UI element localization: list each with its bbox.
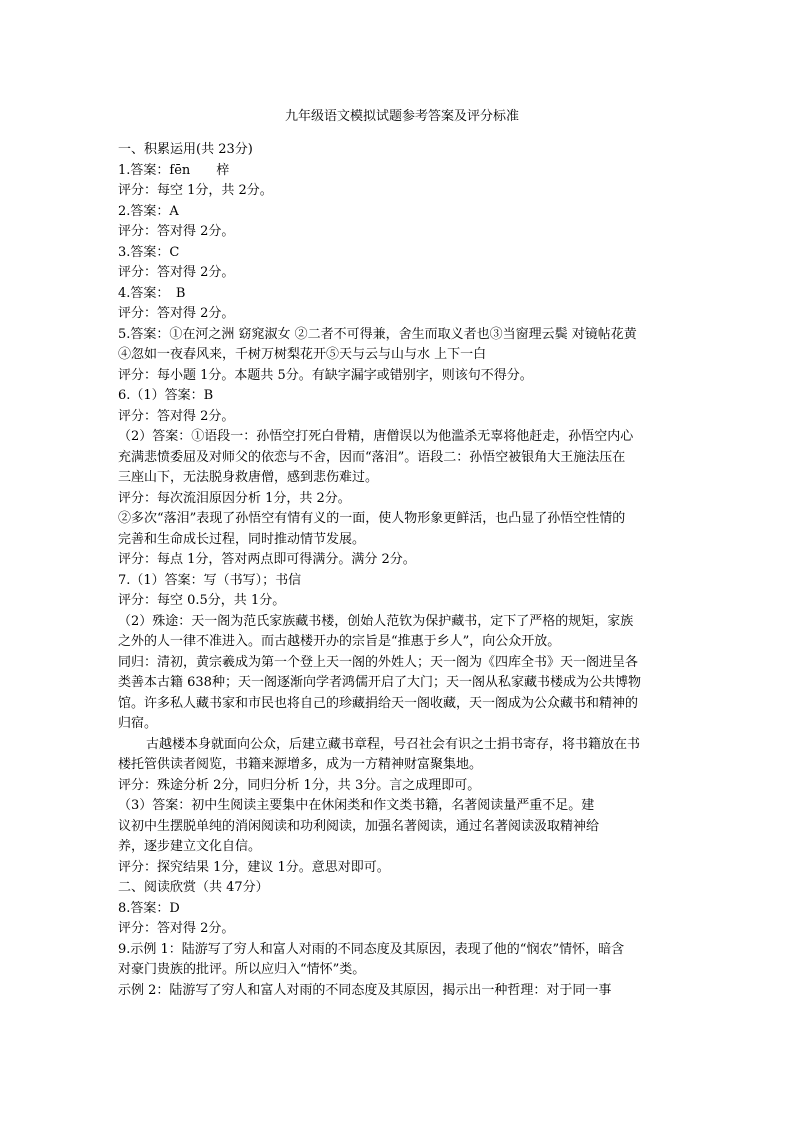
text-line: 馆。许多私人藏书家和市民也将自己的珍藏捐给天一阁收藏，天一阁成为公众藏书和精神的 [118, 695, 639, 711]
document-page [118, 106, 678, 1001]
text-line: 评分：答对得 2分。 [118, 265, 235, 280]
section-heading: 二、阅读欣赏（共 47分） [118, 880, 269, 895]
text-line: 同归：清初，黄宗羲成为第一个登上天一阁的外姓人；天一阁为《四库全书》天一阁进呈各 [118, 654, 639, 670]
text-line: 评分：答对得 2分。 [118, 921, 235, 936]
text-line: 养，逐步建立文化自信。 [118, 839, 262, 854]
text-line: ②多次“落泪”表现了孙悟空有情有义的一面，使人物形象更鲜活，也凸显了孙悟空性情的 [118, 511, 626, 526]
text-line: 评分：答对得 2分。 [118, 306, 235, 321]
text-line: 充满悲愤委屈及对师父的依恋与不舍，因而“落泪”。语段二：孙悟空被银角大王施法压在 [118, 449, 626, 465]
text-line: 8.答案：D [118, 900, 180, 916]
text-line: 评分：每空 1分，共 2分。 [118, 183, 273, 198]
section-heading: 一、积累运用(共 23分) [118, 142, 253, 157]
text-line: （2）殊途：天一阁为范氏家族藏书楼，创始人范钦为保护藏书，定下了严格的规矩，家族 [118, 613, 634, 629]
text-line: （3）答案：初中生阅读主要集中在休闲类和作文类书籍，名著阅读量严重不足。建 [118, 798, 595, 813]
text-line: 三座山下，无法脱身救唐僧，感到悲伤难过。 [118, 470, 379, 485]
text-line: 3.答案：C [118, 244, 180, 260]
text-line: 评分：每小题 1分。本题共 5分。有缺字漏字或错别字，则该句不得分。 [118, 367, 533, 383]
document-title: 九年级语文模拟试题参考答案及评分标准 [284, 109, 519, 124]
text-line: （2）答案：①语段一：孙悟空打死白骨精，唐僧误以为他滥杀无辜将他赶走，孙悟空内心 [118, 429, 634, 444]
text-line: 9.示例 1：陆游写了穷人和富人对雨的不同态度及其原因，表现了他的“悯农”情怀，暗含 [118, 941, 625, 957]
text-line: 对豪门贵族的批评。所以应归入“情怀”类。 [118, 962, 366, 977]
text-line: 4.答案： B [118, 285, 186, 301]
text-line: 评分：每次流泪原因分析 1分，共 2分。 [118, 490, 351, 506]
text-line: 楼托管供读者阅览，书籍来源增多，成为一方精神财富聚集地。 [118, 757, 483, 772]
text-line: 6.（1）答案：B [118, 388, 214, 403]
text-line: 2.答案：A [118, 203, 179, 219]
answer-body [118, 140, 678, 1001]
text-line: 评分：每点 1分，答对两点即可得满分。满分 2分。 [118, 552, 416, 567]
text-line: 完善和生命成长过程，同时推动情节发展。 [118, 531, 366, 547]
text-line: 示例 2：陆游写了穷人和富人对雨的不同态度及其原因，揭示出一种哲理：对于同一事 [118, 982, 612, 998]
text-line: 之外的人一律不准进入。而古越楼开办的宗旨是“推惠于乡人”，向公众开放。 [118, 634, 561, 649]
text-line: 评分：每空 0.5分，共 1分。 [118, 593, 286, 608]
text-line: 归宿。 [118, 716, 158, 731]
text-line: 评分：答对得 2分。 [118, 224, 235, 239]
text-line: 5.答案：①在河之洲 窈窕淑女 ②二者不可得兼，舍生而取义者也③当窗理云鬓 对镜帖花黄 [118, 326, 637, 342]
text-line: 古越楼本身就面向公众，后建立藏书章程，号召社会有识之士捐书寄存，将书籍放在书 [146, 736, 641, 752]
text-line: 议初中生摆脱单纯的消闲阅读和功利阅读，加强名著阅读，通过名著阅读汲取精神给 [118, 818, 600, 834]
text-line: 评分：答对得 2分。 [118, 408, 235, 424]
text-line: 1.答案：fēn 梓 [118, 162, 230, 178]
text-line: 评分：探究结果 1分，建议 1分。意思对即可。 [118, 859, 390, 875]
text-line: 评分：殊途分析 2分，同归分析 1分，共 3分。言之成理即可。 [118, 777, 481, 793]
text-line: 类善本古籍 638种；天一阁逐渐向学者鸿儒开启了大门；天一阁从私家藏书楼成为公共博物 [118, 675, 641, 690]
text-line: 7.（1）答案：写（书写）；书信 [118, 572, 302, 588]
text-line: ④忽如一夜春风来，千树万树梨花开⑤天与云与山与水 上下一白 [118, 347, 487, 362]
